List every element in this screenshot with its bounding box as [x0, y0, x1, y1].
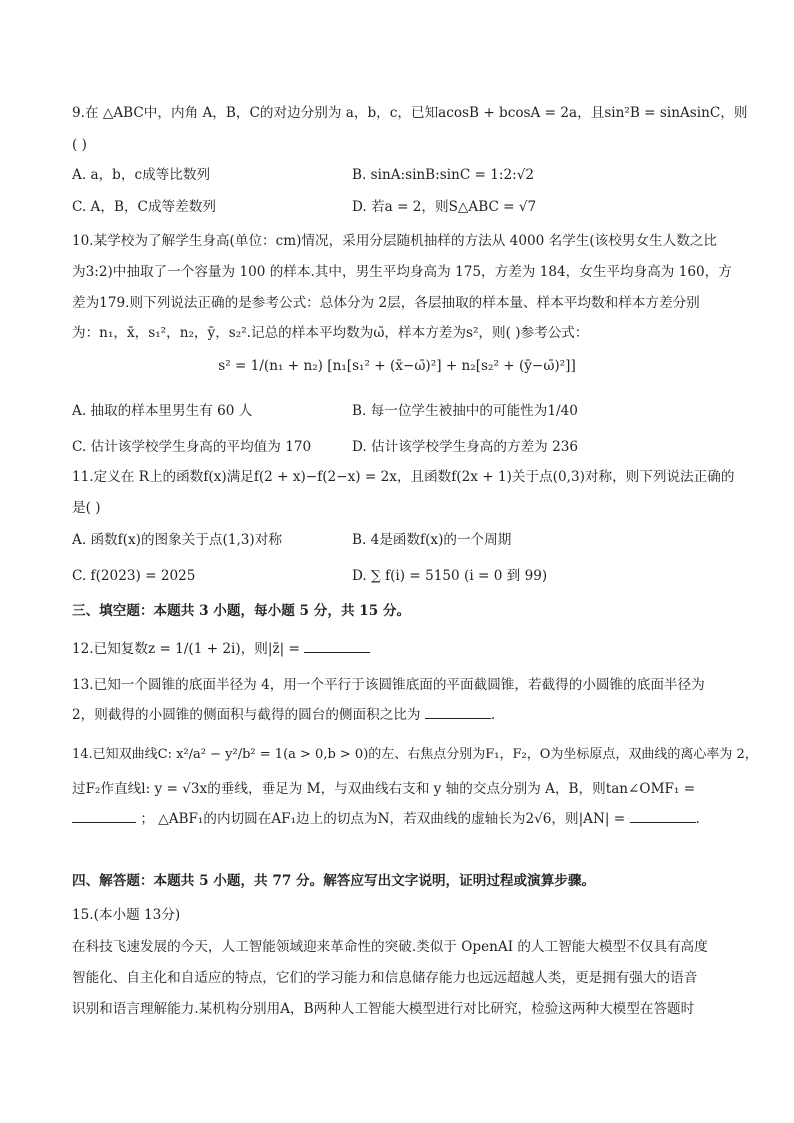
q13-text: 2，则截得的小圆锥的侧面积与截得的圆台的侧面积之比为: [72, 707, 421, 723]
q15-text-3: 识别和语言理解能力.某机构分别用A，B两种人工智能大模型进行对比研究，检验这两种大模型在答题时: [72, 1001, 695, 1017]
section-4-heading: 四、解答题：本题共 5 小题，共 77 分。解答应写出文字说明，证明过程或演算步骤。: [72, 873, 596, 889]
q14-stem-1: 14.已知双曲线C: x²/a² − y²/b² = 1(a > 0,b > 0)的左、右焦点分别为F₁，F₂，O为坐标原点，双曲线的离心率为 2，: [72, 747, 758, 762]
q9-paren: ( ): [72, 137, 87, 153]
q12-stem: [72, 640, 370, 658]
q14-text: ； △ABF₁的内切圆在AF₁边上的切点为N，若双曲线的虚轴长为2√6，则|AN| =: [140, 811, 626, 827]
q10-stem-3: 差为179.则下列说法正确的是参考公式：总体分为 2层，各层抽取的样本量、样本平均数和样本方差分别: [72, 295, 700, 311]
q10-stem-4: 为：n₁，x̄，s₁²，n₂，ȳ，s₂².记总的样本平均数为ω̄，样本方差为s²，则( )参考公式：: [72, 325, 589, 341]
q11-stem-1: 11.定义在 R上的函数f(x)满足f(2 + x)−f(2−x) = 2x，且函数f(2x + 1)关于点(0,3)对称，则下列说法正确的: [72, 469, 735, 485]
q14-answer-blank-1[interactable]: [72, 810, 136, 823]
q15-text-1: 在科技飞速发展的今天，人工智能领域迎来革命性的突破.类似于 OpenAI 的人工智能大模型不仅具有高度: [72, 939, 708, 955]
q10-option-b: B. 每一位学生被抽中的可能性为1/40: [352, 403, 578, 419]
q14-stem-2: 过F₂作直线l: y = √3x的垂线，垂足为 M，与双曲线右支和 y 轴的交点分别为 A，B，则tan∠OMF₁ =: [72, 781, 696, 797]
q9-option-c: C. A，B，C成等差数列: [72, 199, 216, 215]
q10-stem-1: 10.某学校为了解学生身高(单位：cm)情况，采用分层随机抽样的方法从 4000 名学生(该校男女生人数之比: [72, 233, 718, 249]
section-3-heading: 三、填空题：本题共 3 小题，每小题 5 分，共 15 分。: [72, 603, 411, 619]
q15-text-2: 智能化、自主化和自适应的特点，它们的学习能力和信息储存能力也远远超越人类，更是拥有强大的语音: [72, 970, 698, 986]
q12-text: 12.已知复数z = 1/(1 + 2i)，则|z̄| =: [72, 641, 300, 657]
q13-stem-2: 2，则截得的小圆锥的侧面积与截得的圆台的侧面积之比为 .: [72, 707, 496, 723]
q15-title: 15.(本小题 13分): [72, 907, 181, 923]
q13-stem-1: 13.已知一个圆锥的底面半径为 4，用一个平行于该圆锥底面的平面截圆锥，若截得的小圆锥的底面半径为: [72, 677, 705, 693]
q10-option-c: C. 估计该学校学生身高的平均值为 170: [72, 439, 312, 455]
q10-formula: s² = 1/(n₁ + n₂) [n₁[s₁² + (x̄−ω̄)²] + n₂[s₂² + (ȳ−ω̄)²]]: [218, 358, 576, 374]
q11-option-b: B. 4是函数f(x)的一个周期: [352, 532, 512, 548]
q13-answer-blank[interactable]: [425, 706, 491, 719]
q11-stem-2: 是( ): [72, 500, 101, 516]
q10-option-d: D. 估计该学校学生身高的方差为 236: [352, 439, 579, 455]
q9-stem: 9.在 △ABC中，内角 A，B，C的对边分别为 a，b，c，已知acosB + bcosA = 2a，且sin²B = sinAsinC，则: [72, 105, 748, 121]
q10-stem-2: 为3:2)中抽取了一个容量为 100 的样本.其中，男生平均身高为 175，方差为 184，女生平均身高为 160，方: [72, 264, 732, 280]
q12-answer-blank[interactable]: [304, 640, 370, 653]
q14-stem-3: ； △ABF₁的内切圆在AF₁边上的切点为N，若双曲线的虚轴长为2√6，则|AN| = .: [72, 810, 700, 828]
q9-option-b: B. sinA:sinB:sinC = 1:2:√2: [352, 167, 535, 183]
q11-option-d: D. ∑ f(i) = 5150 (i = 0 到 99): [352, 568, 548, 584]
q9-option-d: D. 若a = 2，则S△ABC = √7: [352, 199, 537, 215]
q9-option-a: A. a，b，c成等比数列: [72, 167, 211, 183]
q10-option-a: A. 抽取的样本里男生有 60 人: [72, 403, 253, 419]
q11-option-a: A. 函数f(x)的图象关于点(1,3)对称: [72, 532, 282, 548]
q11-option-c: C. f(2023) = 2025: [72, 568, 196, 584]
q14-answer-blank-2[interactable]: [630, 810, 696, 823]
